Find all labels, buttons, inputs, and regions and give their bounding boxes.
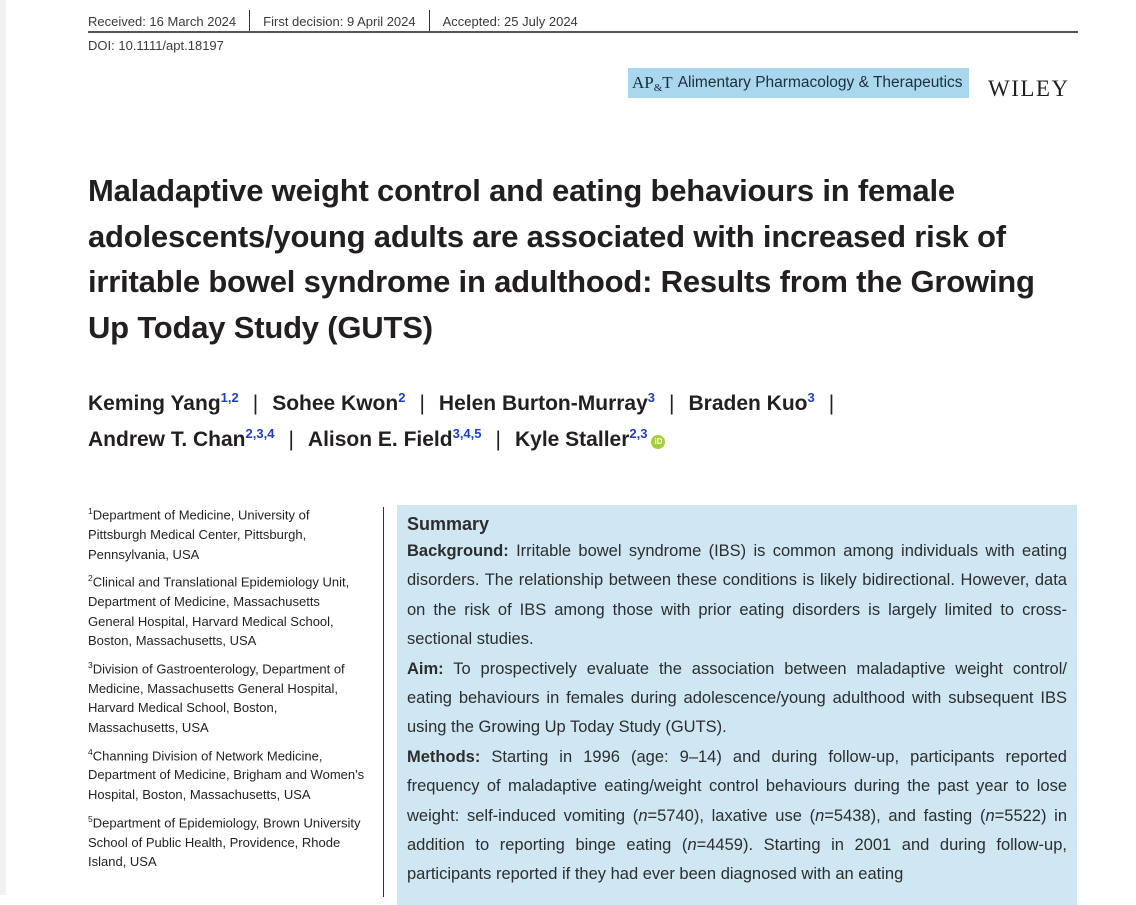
affiliations <box>88 502 368 877</box>
received-date: Received: 16 March 2024 <box>88 13 237 29</box>
publication-dates <box>88 10 578 32</box>
author-separator: | <box>419 392 425 415</box>
summary-box <box>397 505 1077 905</box>
journal-name: Alimentary Pharmacology & Therapeutics <box>677 74 963 91</box>
author[interactable]: Sohee Kwon$^2$ <box>272 390 406 415</box>
author[interactable]: Keming Yang$^{1,2}$ <box>88 390 239 415</box>
author[interactable]: Andrew T. Chan$^{2,3,4}$ <box>88 426 275 451</box>
journal-banner[interactable] <box>628 68 969 98</box>
accepted-date: Accepted: 25 July 2024 <box>442 13 578 29</box>
summary-heading: Summary <box>407 514 490 534</box>
column-divider <box>383 507 384 897</box>
author[interactable]: Braden Kuo$^3$ <box>688 390 815 415</box>
header-rule <box>88 31 1078 33</box>
apt-logo: AP&T <box>632 73 673 94</box>
author-separator: | <box>252 392 259 415</box>
article-title: Maladaptive weight control and eating behaviours in female adolescents/young adults are associated with increased risk of irritable bowel syndrome in adulthood: Results from the Growing Up Today Study (GUTS) <box>88 173 1035 345</box>
author-separator: | <box>669 392 675 415</box>
author-separator: | <box>495 428 501 451</box>
author-line-1 <box>88 390 1088 416</box>
publisher-logo[interactable]: WILEY <box>988 76 1070 101</box>
affiliation: $^3$Division of Gastroenterology, Department of Medicine, Massachusetts General Hospital, Harvard Medical School, Boston, Massachusetts, USA <box>88 659 345 735</box>
summary-background: Background: Irritable bowel syndrome (IBS) is common among individuals with eating disorders. The relationship between these conditions is likely bidirectional. However, data on the risk of IBS among those with prior eating disorders is largely limited to cross-sectional studies. <box>407 542 1067 649</box>
author-separator: | <box>288 428 294 451</box>
date-separator <box>249 10 250 32</box>
summary-aim: Aim: To prospectively evaluate the association between maladaptive weight control/ eating behaviours in females during adolescence/young adulthood with subsequent IBS using the Growing Up Today Study (GUTS). <box>407 659 1067 737</box>
author[interactable]: Alison E. Field$^{3,4,5}$ <box>307 426 482 451</box>
author[interactable]: Helen Burton-Murray$^3$ <box>438 390 656 415</box>
author-line-2 <box>88 426 1088 452</box>
affiliation: $^4$Channing Division of Network Medicine, Department of Medicine, Brigham and Women's Hospital, Boston, Massachusetts, USA <box>88 746 365 803</box>
date-separator <box>429 10 430 32</box>
orcid-icon[interactable]: iD <box>651 435 665 449</box>
summary-methods: Methods: Starting in 1996 (age: 9–14) and during follow-up, participants reported frequency of maladaptive eating/weight control behaviours during the past year to lose weight: self-induced vomiting (n=5740), laxative use (n=5438), and fasting (n=5522) in addition to reporting binge eating (n=4459). Starting in 2001 and during follow-up, participants reported if they had ever been diagnosed with an eating <box>407 747 1068 884</box>
affiliation: $^5$Department of Epidemiology, Brown University School of Public Health, Providence, Rhode Island, USA <box>88 813 361 870</box>
doi[interactable]: DOI: 10.1111/apt.18197 <box>88 38 224 53</box>
affiliation: $^2$Clinical and Translational Epidemiology Unit, Department of Medicine, Massachusetts General Hospital, Harvard Medical School, Boston, Massachusetts, USA <box>88 573 350 649</box>
author-separator: | <box>828 392 835 415</box>
author[interactable]: Kyle Staller$^{2,3}$ <box>514 426 648 451</box>
first-decision-date: First decision: 9 April 2024 <box>263 13 416 29</box>
page-edge <box>0 0 6 895</box>
affiliation: $^1$Department of Medicine, University of Pittsburgh Medical Center, Pittsburgh, Pennsylvania, USA <box>88 506 310 562</box>
